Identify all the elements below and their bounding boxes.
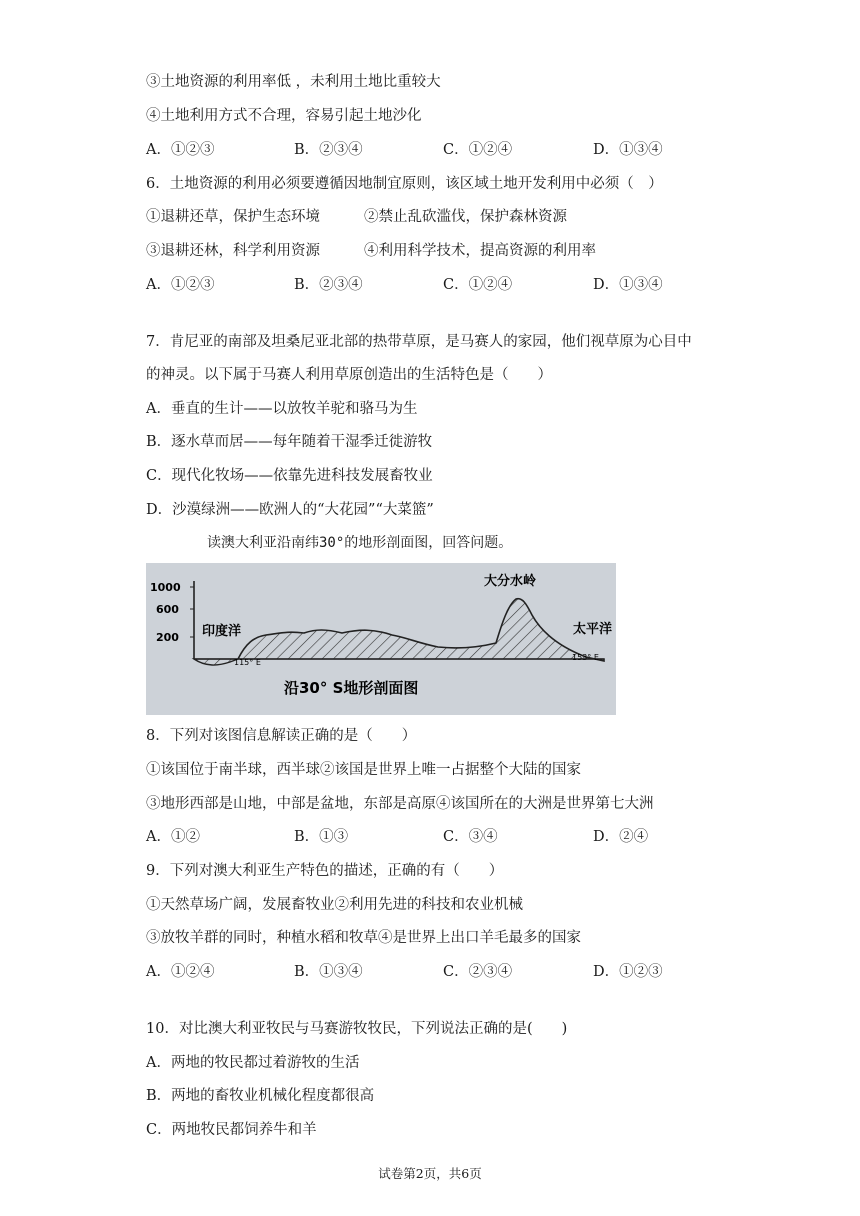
option-c[interactable]: C．②③④ [443,964,513,980]
option-d[interactable]: D．①②③ [593,964,663,980]
option-c[interactable]: C．③④ [443,829,498,845]
option-d[interactable]: D．①③④ [593,142,663,158]
q7-option-c[interactable]: C．现代化牧场——依靠先进科技发展畜牧业 [146,468,433,484]
option-a[interactable]: A．①②③ [146,142,215,158]
terrain-profile-figure [146,563,616,715]
statement-4: ④土地利用方式不合理，容易引起土地沙化 [146,108,422,124]
option-b[interactable]: B．①③ [294,829,349,845]
y-tick-200: 200 [156,631,179,644]
q9-statements-2: ③放牧羊群的同时，种植水稻和牧草④是世界上出口羊毛最多的国家 [146,930,581,946]
q7-option-a[interactable]: A．垂直的生计——以放牧羊驼和骆马为生 [146,401,418,417]
east-longitude: 153° E [572,653,599,662]
question-7-line-1: 7．肯尼亚的南部及坦桑尼亚北部的热带草原，是马赛人的家园，他们视草原为心目中 [146,334,692,350]
q6-statement-1: ①退耕还草，保护生态环境 [146,209,320,225]
question-9: 9．下列对澳大利亚生产特色的描述，正确的有（ ） [146,863,504,879]
peak-label: 大分水岭 [484,574,537,589]
q6-statement-4: ④利用科学技术，提高资源的利用率 [364,243,596,259]
q10-option-b[interactable]: B．两地的畜牧业机械化程度都很高 [146,1088,375,1104]
question-8: 8．下列对该图信息解读正确的是（ ） [146,728,417,744]
q10-option-a[interactable]: A．两地的牧民都过着游牧的生活 [146,1055,360,1071]
q8-statements-2: ③地形西部是山地，中部是盆地，东部是高原④该国所在的大洲是世界第七大洲 [146,796,654,812]
option-a[interactable]: A．①② [146,829,200,845]
figure-caption: 读澳大利亚沿南纬30°的地形剖面图，回答问题。 [207,535,513,551]
option-d[interactable]: D．①③④ [593,277,663,293]
east-ocean-label: 太平洋 [573,622,613,637]
land-profile [238,599,604,661]
question-6: 6．土地资源的利用必须要遵循因地制宜原则，该区域土地开发利用中必须（ ） [146,176,663,192]
option-b[interactable]: B．②③④ [294,277,363,293]
statement-3: ③土地资源的利用率低 ，未利用土地比重较大 [146,74,441,90]
q9-statements-1: ①天然草场广阔，发展畜牧业②利用先进的科技和农业机械 [146,897,523,913]
west-longitude: 115° E [234,658,261,667]
option-a[interactable]: A．①②④ [146,964,215,980]
y-tick-600: 600 [156,603,179,616]
page-footer: 试卷第2页，共6页 [378,1166,482,1181]
question-7-line-2: 的神灵。以下属于马赛人利用草原创造出的生活特色是（ ） [146,367,552,383]
q6-statement-2: ②禁止乱砍滥伐，保护森林资源 [364,209,567,225]
west-ocean-label: 印度洋 [202,624,242,639]
q6-statement-3: ③退耕还林，科学利用资源 [146,243,320,259]
option-d[interactable]: D．②④ [593,829,649,845]
option-a[interactable]: A．①②③ [146,277,215,293]
west-shelf [194,659,238,665]
option-b[interactable]: B．②③④ [294,142,363,158]
q10-option-c[interactable]: C．两地牧民都饲养牛和羊 [146,1122,317,1138]
option-c[interactable]: C．①②④ [443,142,513,158]
question-10: 10．对比澳大利亚牧民与马赛游牧牧民，下列说法正确的是( ) [146,1021,568,1037]
q7-option-d[interactable]: D．沙漠绿洲——欧洲人的“大花园”“大菜篮” [146,502,434,518]
option-b[interactable]: B．①③④ [294,964,363,980]
q7-option-b[interactable]: B．逐水草而居——每年随着干湿季迁徙游牧 [146,434,433,450]
option-c[interactable]: C．①②④ [443,277,513,293]
figure-title: 沿30° S地形剖面图 [284,679,419,697]
y-tick-1000: 1000 [150,581,181,594]
q8-statements-1: ①该国位于南半球，西半球②该国是世界上唯一占据整个大陆的国家 [146,762,581,778]
